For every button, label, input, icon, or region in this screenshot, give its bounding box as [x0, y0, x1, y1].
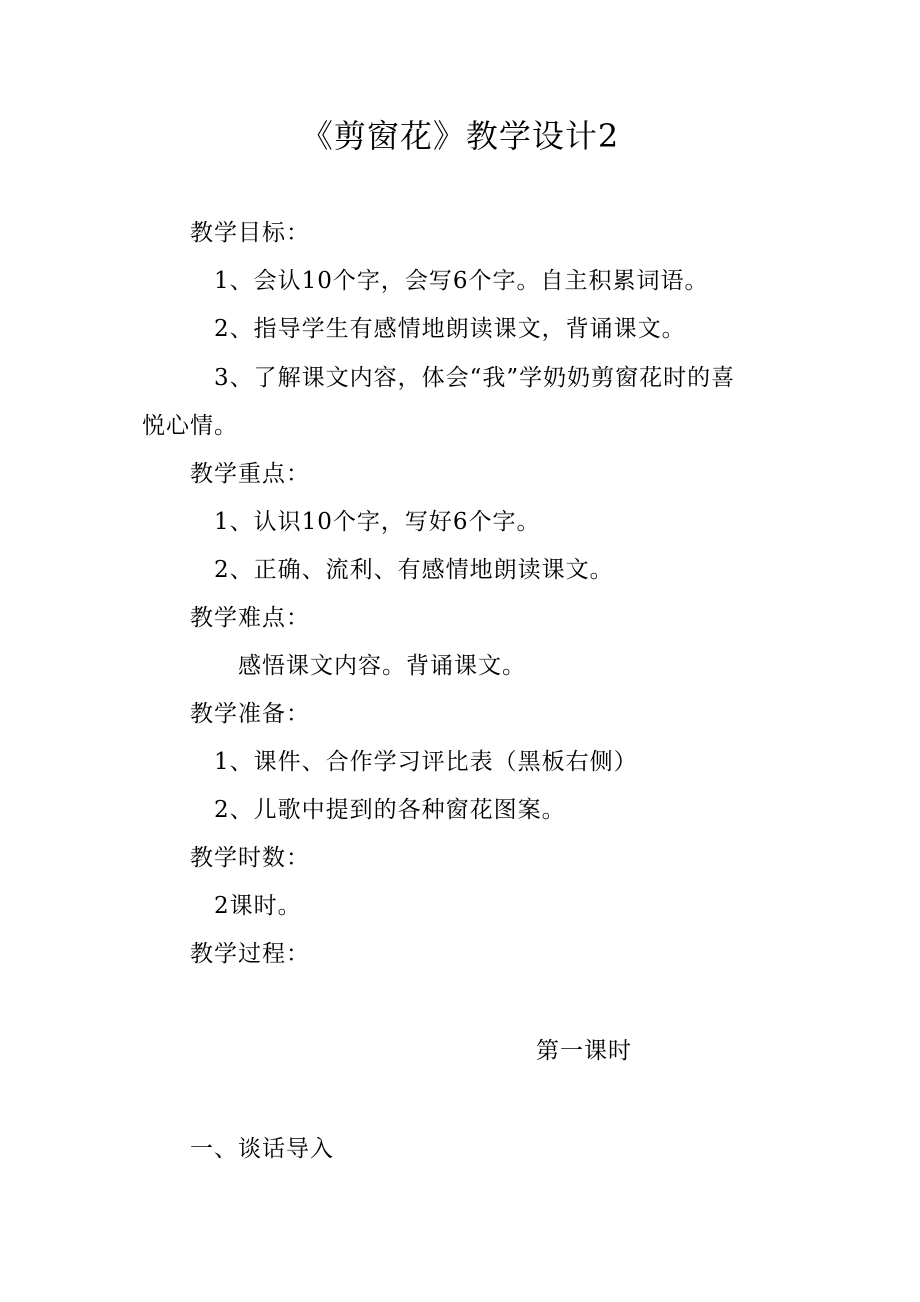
objective-item-2: 2、指导学生有感情地朗读课文，背诵课文。 [214, 316, 686, 342]
subheading-first-lesson: 第一课时 [536, 1038, 632, 1064]
objective-item-3: 3、了解课文内容，体会“我”学奶奶剪窗花时的喜 [214, 365, 736, 391]
objective-item-3-continued: 悦心情。 [142, 413, 238, 439]
preparation-item-2: 2、儿歌中提到的各种窗花图案。 [214, 797, 566, 823]
preparation-item-1: 1、课件、合作学习评比表（黑板右侧） [214, 749, 638, 775]
heading-teaching-process: 教学过程： [190, 941, 310, 967]
heading-class-hours: 教学时数： [190, 845, 310, 871]
document-title: 《剪窗花》教学设计2 [300, 117, 620, 155]
difficulty-item: 感悟课文内容。背诵课文。 [238, 653, 526, 679]
heading-teaching-difficulty: 教学难点： [190, 605, 310, 631]
focus-item-2: 2、正确、流利、有感情地朗读课文。 [214, 557, 614, 583]
heading-teaching-preparation: 教学准备： [190, 701, 310, 727]
heading-teaching-focus: 教学重点： [190, 461, 310, 487]
heading-teaching-objectives: 教学目标： [190, 220, 310, 246]
section-conversation-intro: 一、谈话导入 [190, 1136, 334, 1162]
class-hours-value: 2课时。 [214, 893, 302, 919]
focus-item-1: 1、认识10个字，写好6个字。 [214, 509, 541, 535]
objective-item-1: 1、会认10个字，会写6个字。自主积累词语。 [214, 268, 709, 294]
